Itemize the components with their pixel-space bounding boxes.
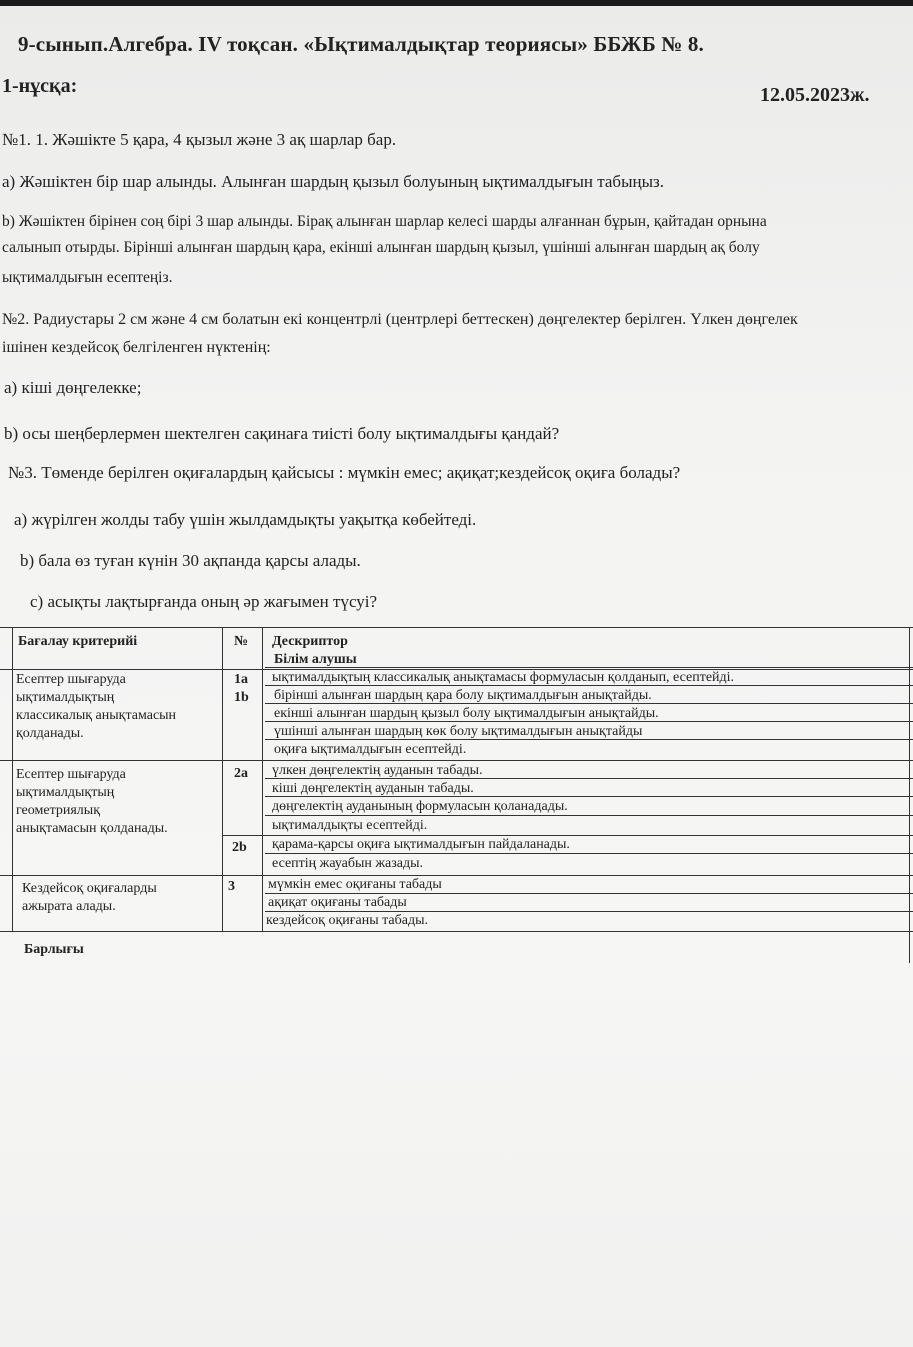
criteria-1-line-2: ықтималдықтың (16, 690, 115, 705)
descriptor-row: екінші алынған шардың қызыл болу ықтималдығын анықтайды. (274, 706, 659, 721)
worksheet-date: 12.05.2023ж. (760, 84, 870, 106)
task3-item-c: с) асықты лақтырғанда оның әр жағымен түсуі? (30, 592, 378, 611)
column-header-descriptor: Дескриптор (272, 634, 348, 649)
descriptor-row: кіші дөңгелектің ауданын табады. (272, 781, 474, 796)
descriptor-row: дөңгелектің ауданының формуласын қоланадады. (272, 799, 568, 814)
criteria-2-line-2: ықтималдықтың (16, 785, 115, 800)
criteria-1-line-4: қолданады. (16, 726, 84, 741)
task2-intro-line2: ішінен кездейсоқ белгіленген нүктенің: (2, 339, 271, 356)
column-subheader-student: Білім алушы (274, 652, 357, 667)
descriptor-row: үлкен дөңгелектің ауданын табады. (272, 763, 483, 778)
criteria-1-line-1: Есептер шығаруда (16, 672, 126, 687)
task2-intro-line1: №2. Радиустары 2 см және 4 см болатын екі концентрлі (центрлері беттескен) дөңгелектер берілген. Үлкен дөңгелек (2, 311, 798, 328)
descriptor-row: кездейсоқ оқиғаны табады. (266, 913, 428, 928)
descriptor-row: есептің жауабын жазады. (272, 856, 424, 871)
number-1b: 1b (234, 690, 249, 705)
descriptor-row: ақиқат оқиғаны табады (268, 895, 407, 910)
number-1a: 1a (234, 672, 248, 687)
task2-question-b: b) осы шеңберлермен шектелген сақинаға тиісті болу ықтималдығы қандай? (4, 424, 560, 443)
worksheet-title: 9-сынып.Алгебра. IV тоқсан. «Ықтималдықтар теориясы» ББЖБ № 8. (18, 32, 704, 56)
criteria-3-line-2: ажырата алады. (22, 899, 116, 914)
number-2b: 2b (232, 840, 247, 855)
descriptor-row: үшінші алынған шардың көк болу ықтималдығын анықтайды (274, 724, 643, 739)
task3-item-a: а) жүрілген жолды табу үшін жылдамдықты уақытқа көбейтеді. (14, 510, 477, 529)
task1-question-a: а) Жәшіктен бір шар алынды. Алынған шардың қызыл болуының ықтималдығын табыңыз. (2, 172, 664, 191)
descriptor-row: мүмкін емес оқиғаны табады (268, 877, 442, 892)
number-3: 3 (228, 879, 235, 894)
variant-label: 1-нұсқа: (2, 75, 78, 97)
criteria-2-line-4: анықтамасын қолданады. (16, 821, 168, 836)
task1-question-b-line1: b) Жәшіктен бірінен соң бірі 3 шар алынды. Бірақ алынған шарлар келесі шарды алғаннан бұрын, қайтадан орнына (2, 213, 767, 230)
task3-item-b: b) бала өз туған күнін 30 ақпанда қарсы алады. (20, 551, 361, 570)
task1-question-b-line2: салынып отырды. Бірінші алынған шардың қара, екінші алынған шардың қызыл, үшінші алынған шардың ақ болу (2, 239, 760, 256)
assessment-rubric-table (0, 623, 913, 963)
number-2a: 2a (234, 766, 248, 781)
descriptor-row: қарама-қарсы оқиға ықтималдығын пайдаланады. (272, 837, 570, 852)
descriptor-row: ықтималдықты есептейді. (272, 818, 428, 833)
criteria-2-line-3: геометриялық (16, 803, 100, 818)
descriptor-row: бірінші алынған шардың қара болу ықтималдығын анықтайды. (274, 688, 652, 703)
task2-question-a: а) кіші дөңгелекке; (4, 378, 142, 397)
criteria-1-line-3: классикалық анықтамасын (16, 708, 177, 723)
criteria-2-line-1: Есептер шығаруда (16, 767, 126, 782)
descriptor-row: оқиға ықтималдығын есептейді. (274, 742, 467, 757)
descriptor-row: ықтималдықтың классикалық анықтамасы формуласын қолданып, есептейді. (272, 670, 735, 685)
task1-intro: №1. 1. Жәшікте 5 қара, 4 қызыл және 3 ақ шарлар бар. (2, 130, 397, 149)
task3-intro: №3. Төменде берілген оқиғалардың қайсысы : мүмкін емес; ақиқат;кездейсоқ оқиға болады? (8, 463, 681, 482)
column-header-number: № (234, 634, 249, 649)
column-header-criteria: Бағалау критерийі (18, 634, 138, 649)
task1-question-b-line3: ықтималдығын есептеңіз. (2, 269, 173, 286)
total-row-label: Барлығы (24, 942, 84, 957)
criteria-3-line-1: Кездейсоқ оқиғаларды (22, 881, 157, 896)
